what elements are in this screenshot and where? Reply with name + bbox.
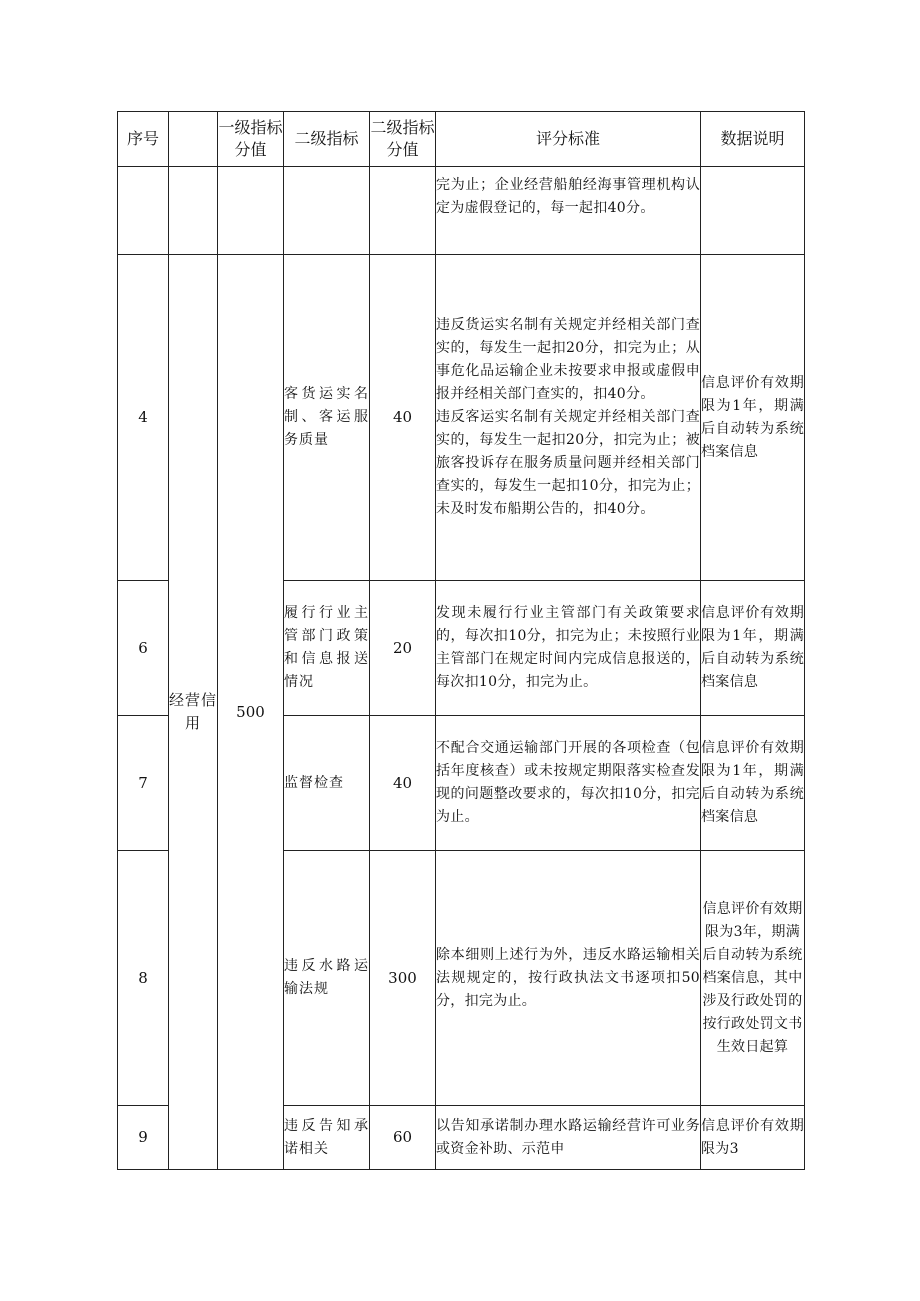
row-seq: 6	[118, 581, 169, 716]
header-l2-score: 二级指标分值	[370, 112, 436, 167]
row-seq: 9	[118, 1106, 169, 1170]
header-row	[118, 112, 805, 167]
standard-part-a: 违反货运实名制有关规定并经相关部门查实的，每发生一起扣20分，扣完为止；从事危化品运输企业未按要求申报或虚假申报并经相关部门查实的，扣40分。	[436, 317, 700, 402]
row-l2-score: 60	[370, 1106, 436, 1170]
row-l2-score: 40	[370, 255, 436, 581]
row-standard: 不配合交通运输部门开展的各项检查（包括年度核查）或未按规定期限落实检查发现的问题整改要求的，每次扣10分，扣完为止。	[436, 716, 701, 851]
header-l1-score: 一级指标分值	[218, 112, 284, 167]
row-note: 信息评价有效期限为1年，期满后自动转为系统档案信息	[701, 716, 805, 851]
standard-part-b: 违反客运实名制有关规定并经相关部门查实的，每发生一起扣20分，扣完为止；被旅客投诉存在服务质量问题并经相关部门查实的，每发生一起扣10分，扣完为止；未及时发布船期公告的，扣40分。	[436, 409, 700, 517]
row-note	[701, 167, 805, 255]
category-name: 经营信用	[169, 255, 218, 1170]
row-standard: 除本细则上述行为外，违反水路运输相关法规规定的，按行政执法文书逐项扣50分，扣完为止。	[436, 851, 701, 1106]
header-l2: 二级指标	[284, 112, 370, 167]
row-l2: 监督检查	[284, 716, 370, 851]
row-l2: 违反水路运输法规	[284, 851, 370, 1106]
row-note: 信息评价有效期限为3	[701, 1106, 805, 1170]
scoring-table	[117, 111, 805, 1170]
row-seq: 7	[118, 716, 169, 851]
row-standard: 完为止；企业经营船舶经海事管理机构认定为虚假登记的，每一起扣40分。	[436, 167, 701, 255]
row-l2	[284, 167, 370, 255]
row-standard: 发现未履行行业主管部门有关政策要求的，每次扣10分，扣完为止；未按照行业主管部门在规定时间内完成信息报送的，每次扣10分，扣完为止。	[436, 581, 701, 716]
row-seq: 4	[118, 255, 169, 581]
l1-score-cell-empty	[218, 167, 284, 255]
table-row	[118, 167, 805, 255]
row-l2: 违反告知承诺相关	[284, 1106, 370, 1170]
row-standard: 以告知承诺制办理水路运输经营许可业务或资金补助、示范申	[436, 1106, 701, 1170]
row-note: 信息评价有效期限为1年，期满后自动转为系统档案信息	[701, 581, 805, 716]
header-standard: 评分标准	[436, 112, 701, 167]
row-l2-score: 300	[370, 851, 436, 1106]
table-row	[118, 255, 805, 581]
category-score: 500	[218, 255, 284, 1170]
row-l2-score	[370, 167, 436, 255]
row-l2: 履行行业主管部门政策和信息报送情况	[284, 581, 370, 716]
row-note: 信息评价有效期限为3年，期满后自动转为系统档案信息，其中涉及行政处罚的按行政处罚文书生效日起算	[701, 851, 805, 1106]
row-note: 信息评价有效期限为1年，期满后自动转为系统档案信息	[701, 255, 805, 581]
row-l2-score: 40	[370, 716, 436, 851]
row-seq: 8	[118, 851, 169, 1106]
header-blank	[169, 112, 218, 167]
row-l2: 客货运实名制、客运服务质量	[284, 255, 370, 581]
row-standard	[436, 255, 701, 581]
header-seq: 序号	[118, 112, 169, 167]
row-seq	[118, 167, 169, 255]
header-note: 数据说明	[701, 112, 805, 167]
row-l2-score: 20	[370, 581, 436, 716]
category-cell-empty	[169, 167, 218, 255]
